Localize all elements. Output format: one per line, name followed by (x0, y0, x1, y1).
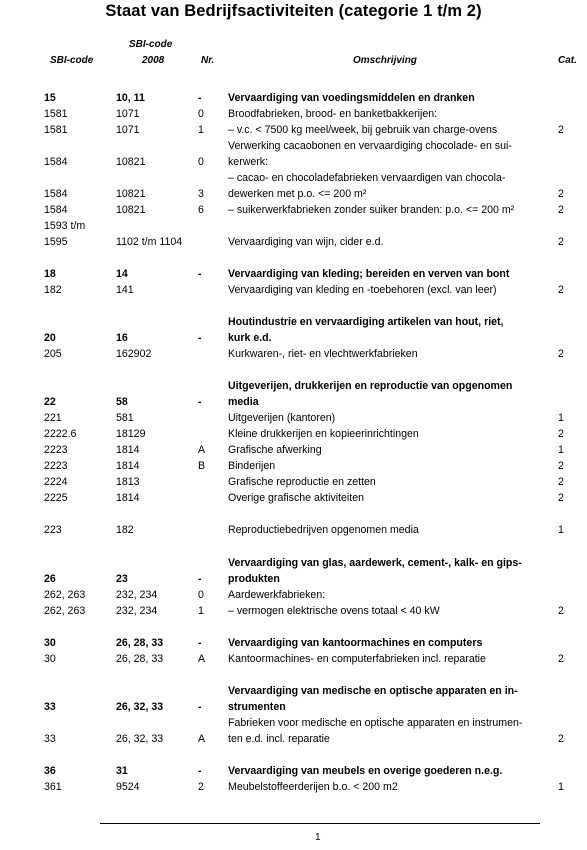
footer-rule (100, 823, 540, 824)
cell-sbi-2008: 1814 (116, 492, 140, 504)
cell-cat: 1 (558, 781, 564, 793)
cell-omschrijving: Vervaardiging van meubels en overige goederen n.e.g. (228, 765, 503, 777)
cell-omschrijving: ten e.d. incl. reparatie (228, 733, 330, 745)
cell-sbi-code: 15 (44, 92, 56, 104)
cell-sbi-2008: 1814 (116, 444, 140, 456)
cell-nr: - (198, 765, 202, 777)
cell-omschrijving: Vervaardiging van voedingsmiddelen en dranken (228, 92, 475, 104)
cell-omschrijving: kurk e.d. (228, 332, 272, 344)
cell-omschrijving: Vervaardiging van kantoormachines en computers (228, 637, 483, 649)
cell-sbi-2008: 26, 32, 33 (116, 701, 164, 713)
cell-nr: - (198, 332, 202, 344)
cell-omschrijving: Vervaardiging van wijn, cider e.d. (228, 236, 384, 248)
cell-omschrijving: Broodfabrieken, brood- en banketbakkerijen: (228, 108, 438, 120)
cell-sbi-2008: 1071 (116, 108, 140, 120)
cell-sbi-code: 262, 263 (44, 589, 86, 601)
cell-omschrijving: Kurkwaren-, riet- en vlechtwerkfabrieken (228, 348, 418, 360)
cell-cat: 2 (558, 653, 564, 665)
cell-omschrijving: Grafische afwerking (228, 444, 322, 456)
cell-sbi-2008: 141 (116, 284, 134, 296)
cell-omschrijving: Vervaardiging van medische en optische apparaten en in- (228, 685, 518, 697)
cell-sbi-code: 223 (44, 524, 62, 536)
cell-sbi-2008: 10821 (116, 188, 146, 200)
cell-sbi-code: 20 (44, 332, 56, 344)
cell-nr: 6 (198, 204, 204, 216)
cell-nr: B (198, 460, 206, 472)
cell-cat: 2 (558, 188, 564, 200)
cell-nr: A (198, 653, 206, 665)
cell-sbi-code: 1584 (44, 156, 68, 168)
cell-omschrijving: Uitgeverijen (kantoren) (228, 412, 336, 424)
cell-cat: 1 (558, 524, 564, 536)
cell-sbi-2008: 23 (116, 573, 128, 585)
cell-sbi-code: 2224 (44, 476, 68, 488)
cell-sbi-2008: 14 (116, 268, 128, 280)
page-title: Staat van Bedrijfsactiviteiten (categorie 1 t/m 2) (105, 2, 482, 20)
cell-cat: 1 (558, 412, 564, 424)
header-sbi-code: SBI-code (50, 55, 94, 66)
cell-nr: 3 (198, 188, 204, 200)
cell-sbi-code: 221 (44, 412, 62, 424)
cell-sbi-code: 182 (44, 284, 62, 296)
cell-sbi-code: 30 (44, 653, 56, 665)
cell-omschrijving: Meubelstoffeerderijen b.o. < 200 m2 (228, 781, 398, 793)
cell-sbi-code: 1581 (44, 108, 68, 120)
cell-sbi-code: 1584 (44, 204, 68, 216)
cell-sbi-code: 30 (44, 637, 56, 649)
header-sbi-2008-line2: 2008 (142, 55, 165, 66)
cell-nr: 0 (198, 108, 204, 120)
cell-omschrijving: Fabrieken voor medische en optische apparaten en instrumen- (228, 717, 523, 729)
cell-nr: - (198, 396, 202, 408)
cell-nr: 0 (198, 589, 204, 601)
cell-cat: 1 (558, 444, 564, 456)
cell-sbi-2008: 16 (116, 332, 128, 344)
cell-sbi-code: 26 (44, 573, 56, 585)
cell-omschrijving: produkten (228, 573, 280, 585)
cell-cat: 2 (558, 476, 564, 488)
cell-sbi-2008: 182 (116, 524, 134, 536)
cell-omschrijving: kerwerk: (228, 156, 269, 168)
cell-sbi-code: 1593 t/m (44, 220, 86, 232)
cell-sbi-code: 262, 263 (44, 605, 86, 617)
cell-cat: 2 (558, 348, 564, 360)
cell-sbi-2008: 162902 (116, 348, 152, 360)
cell-omschrijving: Binderijen (228, 460, 276, 472)
cell-sbi-2008: 26, 28, 33 (116, 637, 164, 649)
cell-cat: 2 (558, 492, 564, 504)
cell-omschrijving: Vervaardiging van kleding; bereiden en verven van bont (228, 268, 510, 280)
header-nr: Nr. (201, 55, 215, 66)
cell-sbi-2008: 10821 (116, 204, 146, 216)
cell-sbi-2008: 1102 t/m 1104 (116, 236, 183, 248)
cell-cat: 2 (558, 605, 564, 617)
cell-omschrijving: Kantoormachines- en computerfabrieken incl. reparatie (228, 653, 486, 665)
cell-sbi-code: 33 (44, 733, 56, 745)
cell-nr: A (198, 733, 206, 745)
cell-nr: - (198, 637, 202, 649)
cell-nr: - (198, 92, 202, 104)
cell-sbi-2008: 581 (116, 412, 134, 424)
cell-cat: 2 (558, 460, 564, 472)
header-sbi-2008-line1: SBI-code (129, 39, 173, 50)
cell-sbi-code: 1581 (44, 124, 68, 136)
cell-omschrijving: Houtindustrie en vervaardiging artikelen van hout, riet, (228, 316, 504, 328)
cell-cat: 2 (558, 428, 564, 440)
cell-nr: 2 (198, 781, 204, 793)
cell-sbi-2008: 10, 11 (116, 92, 145, 104)
cell-sbi-2008: 232, 234 (116, 589, 158, 601)
cell-nr: - (198, 573, 202, 585)
cell-sbi-2008: 26, 32, 33 (116, 733, 164, 745)
cell-omschrijving: Verwerking cacaobonen en vervaardiging chocolade- en sui- (228, 140, 512, 152)
cell-sbi-code: 33 (44, 701, 56, 713)
cell-sbi-code: 1595 (44, 236, 68, 248)
cell-sbi-code: 22 (44, 396, 56, 408)
cell-omschrijving: Overige grafische aktiviteiten (228, 492, 365, 504)
cell-cat: 2 (558, 733, 564, 745)
cell-omschrijving: – cacao- en chocoladefabrieken vervaardigen van chocola- (228, 172, 506, 184)
cell-sbi-2008: 1071 (116, 124, 140, 136)
cell-sbi-code: 2223 (44, 444, 68, 456)
cell-nr: - (198, 701, 202, 713)
cell-sbi-2008: 58 (116, 396, 128, 408)
cell-omschrijving: dewerken met p.o. <= 200 m² (228, 188, 367, 200)
cell-sbi-2008: 232, 234 (116, 605, 158, 617)
page-number: 1 (315, 832, 321, 843)
cell-sbi-code: 1584 (44, 188, 68, 200)
cell-omschrijving: – v.c. < 7500 kg meel/week, bij gebruik van charge-ovens (228, 124, 498, 136)
cell-nr: 1 (198, 124, 204, 136)
cell-sbi-code: 2223 (44, 460, 68, 472)
cell-cat: 2 (558, 284, 564, 296)
cell-sbi-2008: 26, 28, 33 (116, 653, 164, 665)
cell-omschrijving: Grafische reproductie en zetten (228, 476, 376, 488)
cell-cat: 2 (558, 236, 564, 248)
cell-omschrijving: Vervaardiging van kleding en -toebehoren (excl. van leer) (228, 284, 497, 296)
cell-sbi-2008: 9524 (116, 781, 140, 793)
cell-sbi-code: 205 (44, 348, 62, 360)
cell-nr: 1 (198, 605, 204, 617)
cell-nr: 0 (198, 156, 204, 168)
cell-omschrijving: media (228, 396, 259, 408)
cell-cat: 2 (558, 124, 564, 136)
cell-cat: 2 (558, 204, 564, 216)
cell-sbi-code: 18 (44, 268, 56, 280)
cell-omschrijving: – vermogen elektrische ovens totaal < 40 kW (228, 605, 440, 617)
cell-sbi-2008: 1813 (116, 476, 140, 488)
cell-sbi-2008: 10821 (116, 156, 146, 168)
cell-sbi-code: 2225 (44, 492, 68, 504)
cell-omschrijving: – suikerwerkfabrieken zonder suiker branden: p.o. <= 200 m² (228, 204, 515, 216)
cell-omschrijving: Uitgeverijen, drukkerijen en reproductie van opgenomen (228, 380, 513, 392)
cell-sbi-2008: 1814 (116, 460, 140, 472)
cell-omschrijving: strumenten (228, 701, 286, 713)
cell-sbi-code: 361 (44, 781, 62, 793)
header-cat: Cat. (558, 55, 577, 66)
cell-nr: - (198, 268, 202, 280)
cell-sbi-2008: 31 (116, 765, 128, 777)
cell-sbi-2008: 18129 (116, 428, 146, 440)
cell-omschrijving: Reproductiebedrijven opgenomen media (228, 524, 419, 536)
cell-nr: A (198, 444, 206, 456)
cell-omschrijving: Kleine drukkerijen en kopieerinrichtingen (228, 428, 419, 440)
cell-sbi-code: 36 (44, 765, 56, 777)
header-omschrijving: Omschrijving (353, 55, 417, 66)
cell-omschrijving: Aardewerkfabrieken: (228, 589, 326, 601)
cell-sbi-code: 2222.6 (44, 428, 77, 440)
cell-omschrijving: Vervaardiging van glas, aardewerk, cement-, kalk- en gips- (228, 557, 522, 569)
